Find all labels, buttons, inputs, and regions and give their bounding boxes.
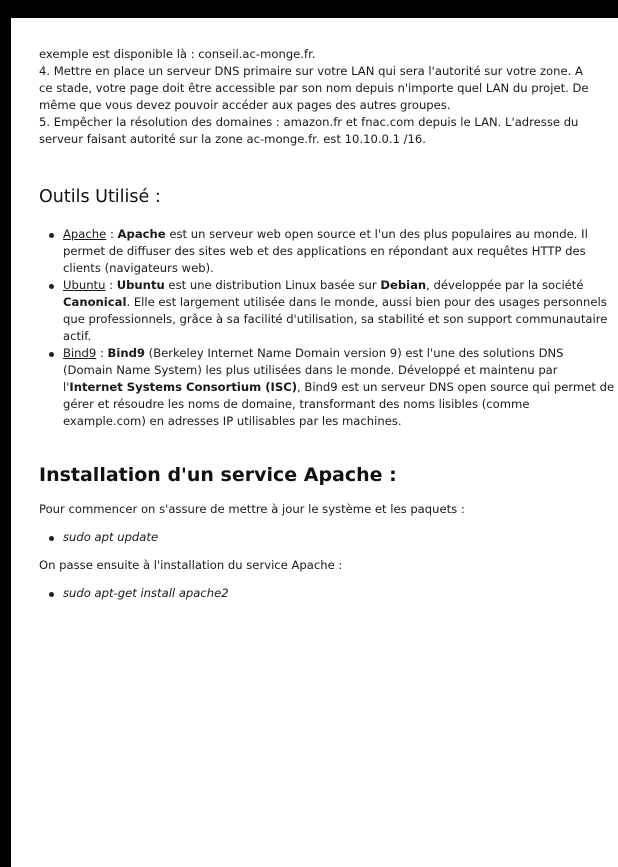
tools-list (39, 226, 615, 430)
step-4-text: 4. Mettre en place un serveur DNS primaire sur votre LAN qui sera l'autorité sur votre zone. A ce stade, votre page doit être accessible par son nom depuis n'importe quel LAN du projet. De même que vous devez pouvoir accéder aux pages des autres groupes. (39, 64, 589, 112)
separator: : (106, 227, 118, 241)
list-item-ubuntu (63, 277, 615, 345)
list-item-bind9 (63, 345, 615, 430)
ubuntu-bold: Ubuntu (116, 278, 165, 292)
ubuntu-description-1: est une distribution Linux basée sur (164, 278, 381, 292)
apache-description: est un serveur web open source et l'un des plus populaires au monde. Il permet de diffuser des sites web et des applications en répondant aux requêtes HTTP des clients (navigateurs web). (63, 227, 588, 275)
ubuntu-description-2: , développée par la société (426, 278, 584, 292)
debian-bold: Debian (380, 278, 427, 292)
separator: : (96, 346, 108, 360)
ubuntu-description-3: . Elle est largement utilisée dans le monde, aussi bien pour des usages personnels que professionnels, grâce à sa facilité d'utilisation, sa stabilité et son support communautaire actif. (63, 295, 608, 343)
document-page (11, 18, 618, 867)
tools-heading: Outils Utilisé : (39, 187, 161, 207)
intro-line: exemple est disponible là : conseil.ac-monge.fr. (39, 47, 316, 61)
command-list (39, 585, 591, 602)
command-list (39, 529, 591, 546)
step-5-text: 5. Empêcher la résolution des domaines : amazon.fr et fnac.com depuis le LAN. L'adresse du serveur faisant autorité sur la zone ac-monge.fr. est 10.10.0.1 /16. (39, 115, 579, 146)
bind9-description-1: (Berkeley Internet Name Domain version 9) est l'une des solutions DNS (Domain Name System) les plus utilisées dans le monde. Développé et maintenu par l' (63, 346, 564, 394)
document-content (39, 46, 615, 613)
isc-bold: Internet Systems Consortium (ISC) (69, 380, 298, 394)
canonical-bold: Canonical (63, 295, 127, 309)
command-install-apache: sudo apt-get install apache2 (63, 585, 591, 602)
ubuntu-link[interactable]: Ubuntu (63, 278, 106, 292)
apache-bold: Apache (117, 227, 166, 241)
bind9-bold: Bind9 (107, 346, 145, 360)
separator: : (105, 278, 117, 292)
apache-link[interactable]: Apache (63, 227, 107, 241)
install-intro-text: Pour commencer on s'assure de mettre à jour le système et les paquets : (39, 502, 465, 516)
bind9-link[interactable]: Bind9 (63, 346, 97, 360)
bind9-description-2: , Bind9 est un serveur DNS open source qui permet de gérer et résoudre les noms de domaine, transformant des noms lisibles (comme example.com) en adresses IP utilisables par les machines. (63, 380, 615, 428)
list-item-apache (63, 226, 615, 277)
command-apt-update: sudo apt update (63, 529, 591, 546)
install-next-text: On passe ensuite à l'installation du service Apache : (39, 558, 343, 572)
install-heading: Installation d'un service Apache : (39, 464, 397, 486)
